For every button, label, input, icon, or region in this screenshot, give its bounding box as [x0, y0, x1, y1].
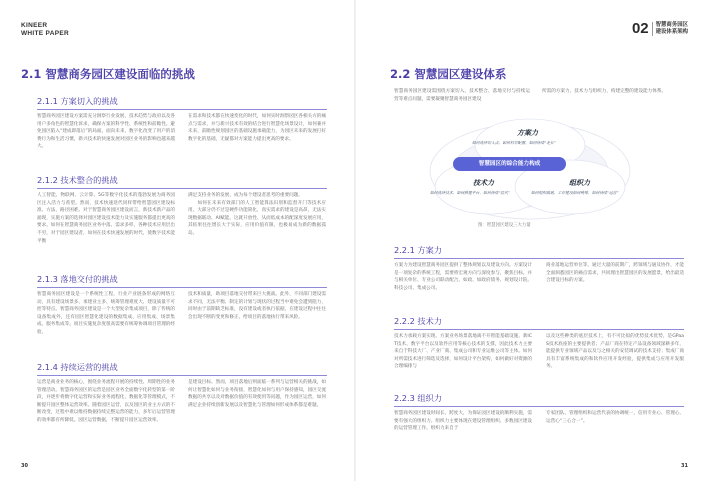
chapter-number: 02 — [631, 20, 649, 37]
page-number-right: 31 — [681, 463, 688, 469]
paragraph-2-2-2-col2: 以及这些种类的底层技术上，有不可比拟的优势技术优势，是GPaaS技术底座的主要提供者；产品厂商在特定产品设备领域深耕多年，能提供专业领域产品以及与之相关的安装调试的技术支持；集成厂商具有丰富系统集成的和软件应用开发经验，提供集成与应用开发服务。 — [546, 334, 684, 370]
brand-line-2: WHITE PAPER — [21, 30, 69, 37]
organization-sublabel: 如何组织落地、工作建设如何统筹、如何持续“运营” — [531, 190, 619, 195]
paragraph-2-2-3-col2: 专家团队、管理组织和运营代表的协调统一，信用专业心、管理心、运营心“三心合一”。 — [546, 411, 684, 424]
chapter-header — [632, 21, 688, 37]
section-divider — [37, 287, 327, 288]
chapter-title — [656, 22, 688, 36]
paragraph-2-1-2-col2: 满足支持业务的发展，成为每个建设者思考的重要问题。 如何在未来有效部门的人工智能算法识别和监督开门等技术应用，大部分仍不过是硬件功能简化，真实需求的建设是高昂，无法实现数据联动、AI赋能。这就开放性、从而低成本的配深度发展应用，其结果往往增长大于实际，应用价值有限，也极易成为新的数据孤岛。 — [188, 193, 326, 236]
brand-line-1: KINEER — [21, 22, 48, 29]
intro-paragraph-col1: 智慧商务园区建设需围绕方案切入、技术整合、落地交付与持续运营等难点问题，需要凝聚智慧商务园区建设 — [394, 89, 530, 102]
paragraph-2-2-2-col1: 技术力承载方案实现。方案业务场景落地离不开智能基础设施、新ICT技术、数字平台以及软件应用等核心技术的支撑，因此技术力主要来自于科技大厂、产业厂商、集成公司和专业运维公司等主体。如何对所需技术进行筛选及选择，如何设计平台架构，如何做好对资源的合理编排与 — [394, 334, 532, 370]
subsection-title-2-1-2: 2.1.2 技术整合的挑战 — [37, 175, 118, 185]
section-divider — [37, 375, 327, 376]
subsection-title-2-2-3: 2.2.3 组织力 — [394, 393, 442, 403]
brand-logo — [21, 22, 69, 38]
intro-paragraph-col2: 所需的方案力、技术力与组织力，构建完整的建设能力体系。 — [542, 89, 667, 94]
paragraph-2-1-3-col1: 智慧商务园区建设是一个系统性工程，行业产业链条形成的网络互动，具有建设场景多、承建业主多、统筹管理难度大、建设质量不可控等特点。智慧商务园区建设是一个大型复杂集成项目，除了传统的设备集成外，还有园区智慧化建设的数据集成、应用集成、场景集成、服务集成等。项目实施复杂度很高需要有统筹协调项目管理的经验、 — [37, 292, 175, 335]
paragraph-2-2-1-col1: 方案力为建设智慧商务园区提供了整体规划以及建设方向。方案设计是一项复杂的系统工程，需要将宏观方向与深度参与，聚焦目标，并与相关单位、专业公司联动配合，如政、如政府债务、规划设计院、科技公司、集成公司。 — [394, 263, 532, 291]
section-divider — [394, 406, 684, 407]
paragraph-2-1-3-col2: 技术和质量，助项目落地交付带来巨大挑战。此外，不同部门建设需求不同，无法平衡、制定的计划与现状的过程当中难免会遭到阻力，同时由于前期缺乏标准，没有建设或者执行依据，在建设过程中往往会出现不断的变更和修正，给项目的落地执行带来风险。 — [188, 292, 326, 320]
paragraph-2-1-4-col1: 运营是商业业务的核心，围绕业务流程开展的持续性、周期性的业务管理活动。智慧商务园区的运营是园区业务全面数字化转型的第一阶段，并逐步将数字化运营和实际业务流程化、数据化等管理模式，不断提升园区整体运营效率。随着园区运营，以及园区的业主方式的不断改变，过程中难以维持数据持续完整运营的能力，多年后运营管理的效率都有所降低。园区运营数据，不断提升园区运营效率。 — [37, 380, 175, 423]
chapter-title-line-2: 建设体系架构 — [655, 29, 688, 35]
paragraph-2-1-4-col2: 是建设目标。然而，项目落地后则面临一系列与运营相关的挑战，如何让智慧化如何与业务衔接，智慧化如何与用户保持感知，园区交流数据的共享以及对数据价值的有效使用等问题，作为园区运营，如何满足企业持续创新发展以及智慧化与管理如何形成体系都是难题。 — [188, 380, 326, 408]
paragraph-2-1-1-col1: 智慧商务园区建设方案需充分洞察行业发展、技术趋势与政府以及各用户多角色的智慧化诉求，确保方案的科学性、系统性和前瞻性。避免园区陷入“建成即落后”的局面。面向未来，数字化改变了用户的消费行为和生活习惯，新兴技术的快速发展对园区业务的影响也越来越大。 — [37, 114, 175, 150]
subsection-title-2-2-2: 2.2.2 技术力 — [394, 316, 442, 326]
solution-sublabel: 如何选择切入点、如何科学配置、如何持续“走长” — [472, 140, 556, 145]
chapter-title-line-1: 智慧商务园区 — [655, 22, 688, 28]
subsection-title-2-1-4: 2.1.4 持续运营的挑战 — [37, 362, 118, 372]
technology-sublabel: 如何选择技术、如何搭建平台、如何持续“迭代” — [430, 190, 510, 195]
subsection-title-2-1-1: 2.1.1 方案切入的挑战 — [37, 96, 118, 106]
paragraph-2-1-2-col1: 人工智能、物联网、云计算、5G等数字化技术的蓬勃发展为商务园区注入活力与希望。然而，技术快速迭代同样带给智慧园区建设标准、方法、路径困难。对于智慧商务园区建设而言，新技术新产品的涌现，实施方案的选择对园区建设技术能力及实施服务都提出更高的要求。如何在智慧商务园区业务中落、需求多样，各种技术应用层出不穷，对于园区建设者，如何在技术快速发展的时代，使数字技术能平衡 — [37, 193, 175, 244]
paragraph-2-2-1-col2: 商业落地运营单位等。通过大量的前期广，跨领域与通及协作，才能全面洞悉园区的痛点需求，共同理出智慧园区的发展愿景，给出最适合建设目标的方案。 — [546, 263, 684, 284]
technology-label: 技术力 — [473, 179, 494, 187]
right-section-title: 2.2 智慧园区建设体系 — [390, 67, 507, 81]
section-divider — [394, 258, 684, 259]
subsection-title-2-1-3: 2.1.3 落地交付的挑战 — [37, 274, 118, 284]
page-number-left: 30 — [21, 463, 28, 469]
paragraph-2-2-3-col1: 智慧商务园区建设时间长、跨度大，为保证园区建设的顺利实施，需要有强大的组织力。组织力主要体现在建设管理组织、多数园区建设的运营管理工作。组织力来自于 — [394, 411, 532, 432]
paragraph-2-1-1-col2: 在需求和技术都在快速变化的时代，如何实时洞察园区各相关方的痛点与需求，并与新兴技术有效的结合进行智慧化场景设计，如何兼并未来，前瞻性规划园区的基础设施承载能力，为园区未来的发展打好数字化的基础，无疑都对方案能力提出更高的要求。 — [188, 114, 326, 142]
right-page — [355, 0, 710, 481]
diagram-caption: 图：智慧园区建设三大力量 — [478, 223, 531, 228]
section-divider — [37, 188, 327, 189]
organization-label: 组织力 — [569, 179, 590, 187]
section-divider — [37, 109, 327, 110]
section-divider — [394, 329, 684, 330]
diagram-center-band: 智慧园区的综合能力构成 — [453, 157, 566, 171]
solution-label: 方案力 — [517, 129, 538, 137]
left-section-title: 2.1 智慧商务园区建设面临的挑战 — [21, 67, 195, 81]
header-divider — [652, 22, 653, 36]
subsection-title-2-2-1: 2.2.1 方案力 — [394, 245, 442, 255]
